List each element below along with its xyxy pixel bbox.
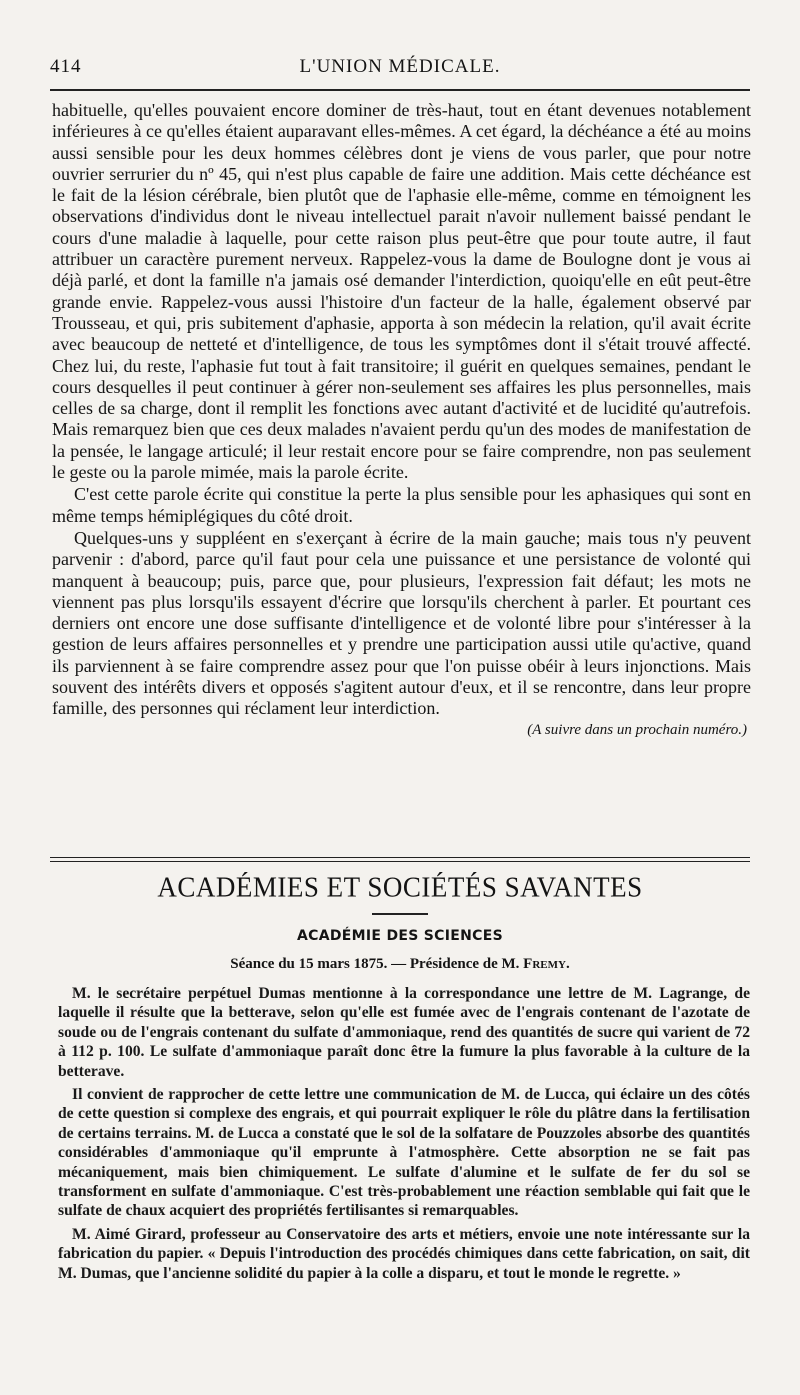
- section-title: ACADÉMIES ET SOCIÉTÉS SAVANTES: [157, 871, 643, 903]
- section-body: [58, 984, 750, 1287]
- seance-date: Séance du 15 mars 1875. — Présidence de M.: [230, 956, 524, 972]
- section-paragraph: M. le secrétaire perpétuel Dumas mentionne à la correspondance une lettre de M. Lagrange, de laquelle il résulte que la betterave, selon qu'elle est fumée avec de l'engrais contenant de l'azotate de soude ou de l'engrais contenant du sulfate d'ammoniaque, rend des quantités de sucre qui varient de 72 à 112 p. 100. Le sulfate d'ammoniaque paraît donc être la fumure la plus favorable à la culture de la betterave.: [58, 985, 750, 1080]
- section-paragraph: M. Aimé Girard, professeur au Conservatoire des arts et métiers, envoie une note intéressante sur la fabrication du papier. « Depuis l'introduction des procédés chimiques dans cette fabrication, on sait, dit M. Dumas, que l'ancienne solidité du papier à la colle a disparu, et tout le monde le regrette. »: [58, 1225, 750, 1282]
- header-rule: [50, 89, 750, 91]
- section-subtitle: ACADÉMIE DES SCIENCES: [297, 928, 503, 944]
- continuation-note: (A suivre dans un prochain numéro.): [527, 721, 747, 738]
- article-paragraph: C'est cette parole écrite qui constitue la perte la plus sensible pour les aphasiques qui sont en même temps hémiplégiques du côté droit.: [52, 484, 751, 526]
- seance-president: Fremy: [523, 956, 566, 972]
- page-number: 414: [50, 56, 82, 77]
- article-body: [52, 100, 751, 741]
- article-paragraph: habituelle, qu'elles pouvaient encore dominer de très-haut, tout en étant devenues notablement inférieures à ce qu'elles étaient auparavant elles-mêmes. A cet égard, la déchéance a été au moins aussi sensible pour les deux hommes célèbres dont je viens de vous parler, que pour notre ouvrier serrurier du nº 45, qui n'est plus capable de faire une addition. Mais cette déchéance est le fait de la lésion cérébrale, bien plutôt que de l'aphasie elle-même, comme en témoignent les observations d'individus dont le niveau intellectuel parait n'avoir nullement baissé pendant le cours d'une maladie à laquelle, pour cette raison plus peut-être que pour toute autre, il faut attribuer un caractère purement nerveux. Rappelez-vous la dame de Boulogne dont je vous ai déjà parlé, et dont la famille n'a jamais osé demander l'interdiction, quoiqu'elle en eût peut-être grande envie. Rappelez-vous aussi l'histoire d'un facteur de la halle, également observé par Trousseau, et qui, pris subitement d'aphasie, apporta à son médecin la relation, qu'il avait écrite avec beaucoup de netteté et d'intelligence, de tous les symptômes dont il s'était trouvé affecté. Chez lui, du reste, l'aphasie fut tout à fait transitoire; il guérit en quelques semaines, pendant le cours desquelles il peut continuer à gérer non-seulement ses affaires les plus personnelles, mais celles de sa charge, dont il remplit les fonctions avec autant d'activité et de lucidité qu'autrefois. Mais remarquez bien que ces deux malades n'avaient perdu qu'un des modes de manifestation de la pensée, le langage articulé; il leur restait encore pour se faire comprendre, non pas seulement le geste ou la parole mimée, mais la parole écrite.: [52, 100, 751, 483]
- article-paragraph: Quelques-uns y suppléent en s'exerçant à écrire de la main gauche; mais tous n'y peuvent parvenir : d'abord, parce qu'il faut pour cela une puissance et une persistance de volonté qui manquent à beaucoup; puis, parce que, pour plusieurs, l'expression fait défaut; les mots ne viennent pas plus lorsqu'ils essayent d'écrire que lorsqu'ils cherchent à parler. Et pourtant ces derniers ont encore une dose suffisante d'intelligence et de volonté libre pour s'intéresser à la gestion de leurs affaires personnelles et y prendre une participation aussi utile qu'active, quand ils parviennent à se faire comprendre assez pour que l'on puisse obéir à leurs injonctions. Mais souvent des intérêts divers et opposés s'agitent autour d'eux, et il se rencontre, dans leur propre famille, des personnes qui réclament leur interdiction.: [52, 527, 751, 719]
- journal-title: L'UNION MÉDICALE.: [299, 56, 501, 77]
- title-underline: [372, 913, 428, 915]
- seance-line: Séance du 15 mars 1875. — Présidence de M. Fremy.: [230, 956, 570, 972]
- section-divider: [50, 857, 750, 862]
- running-header: [50, 56, 750, 82]
- section-paragraph: Il convient de rapprocher de cette lettre une communication de M. de Lucca, qui éclaire un des côtés de cette question si complexe des engrais, et qui pourrait expliquer le rôle du plâtre dans la fertilisation de certains terrains. M. de Lucca a constaté que le sol de la solfatare de Pouzzoles absorbe des quantités considérables d'ammoniaque qu'il emprunte à l'atmosphère. Cette absorption ne se fait pas mécaniquement, mais bien chimiquement. Le sulfate d'alumine et le sulfate de fer du sol se transforment en sulfate d'ammoniaque. C'est très-probablement une réaction semblable qui fait que le sulfate de chaux acquiert des propriétés fertilisantes si remarquables.: [58, 1086, 750, 1220]
